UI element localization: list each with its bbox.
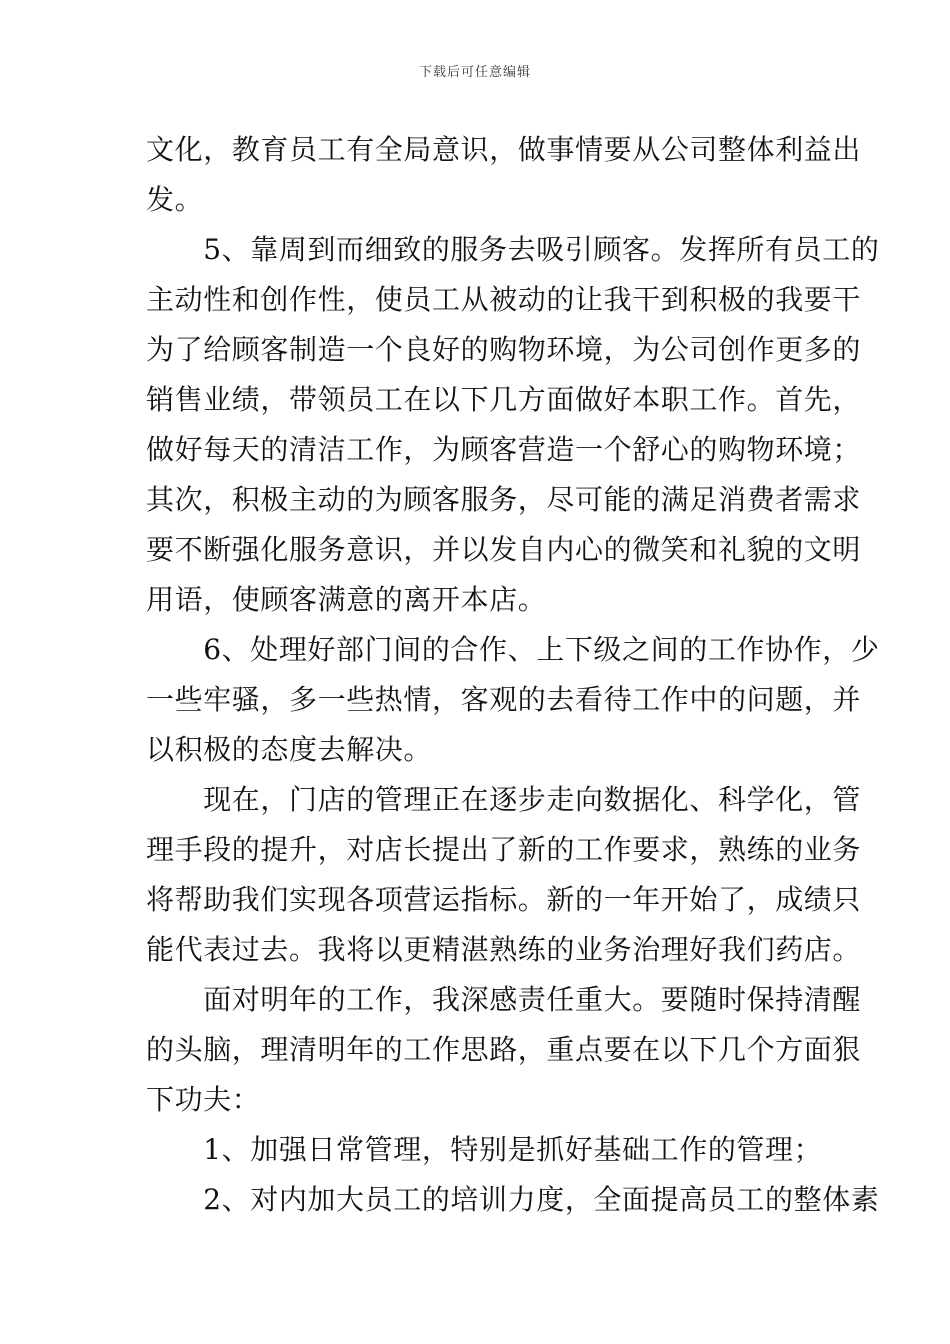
text-line: 文化，教育员工有全局意识，做事情要从公司整体利益出	[146, 133, 862, 166]
text-line: 1、加强日常管理，特别是抓好基础工作的管理；	[146, 1133, 823, 1166]
text-line: 的头脑，理清明年的工作思路，重点要在以下几个方面狠	[146, 1033, 862, 1066]
text-line: 销售业绩，带领员工在以下几方面做好本职工作。首先，	[146, 383, 862, 416]
text-line: 为了给顾客制造一个良好的购物环境，为公司创作更多的	[146, 333, 862, 366]
page-header: 下载后可任意编辑	[418, 65, 531, 80]
text-line: 主动性和创作性，使员工从被动的让我干到积极的我要干	[146, 283, 862, 316]
text-line: 要不断强化服务意识，并以发自内心的微笑和礼貌的文明	[146, 533, 862, 566]
text-line: 一些牢骚，多一些热情，客观的去看待工作中的问题，并	[146, 683, 862, 716]
text-line: 理手段的提升，对店长提出了新的工作要求，熟练的业务	[146, 833, 862, 866]
text-line: 6、处理好部门间的合作、上下级之间的工作协作，少	[146, 633, 880, 666]
text-line: 其次，积极主动的为顾客服务，尽可能的满足消费者需求	[146, 483, 862, 516]
text-line: 用语，使顾客满意的离开本店。	[146, 583, 547, 616]
text-line: 现在，门店的管理正在逐步走向数据化、科学化，管	[146, 783, 862, 816]
text-line: 2、对内加大员工的培训力度，全面提高员工的整体素	[146, 1183, 880, 1216]
text-line: 做好每天的清洁工作，为顾客营造一个舒心的购物环境；	[146, 433, 862, 466]
text-line: 将帮助我们实现各项营运指标。新的一年开始了，成绩只	[146, 883, 862, 916]
text-line: 5、靠周到而细致的服务去吸引顾客。发挥所有员工的	[146, 233, 880, 266]
text-line: 发。	[146, 183, 204, 216]
text-line: 下功夫：	[146, 1083, 261, 1116]
document-body	[146, 125, 880, 1225]
text-line: 能代表过去。我将以更精湛熟练的业务治理好我们药店。	[146, 933, 862, 966]
text-line: 以积极的态度去解决。	[146, 733, 433, 766]
text-line: 面对明年的工作，我深感责任重大。要随时保持清醒	[146, 983, 862, 1016]
